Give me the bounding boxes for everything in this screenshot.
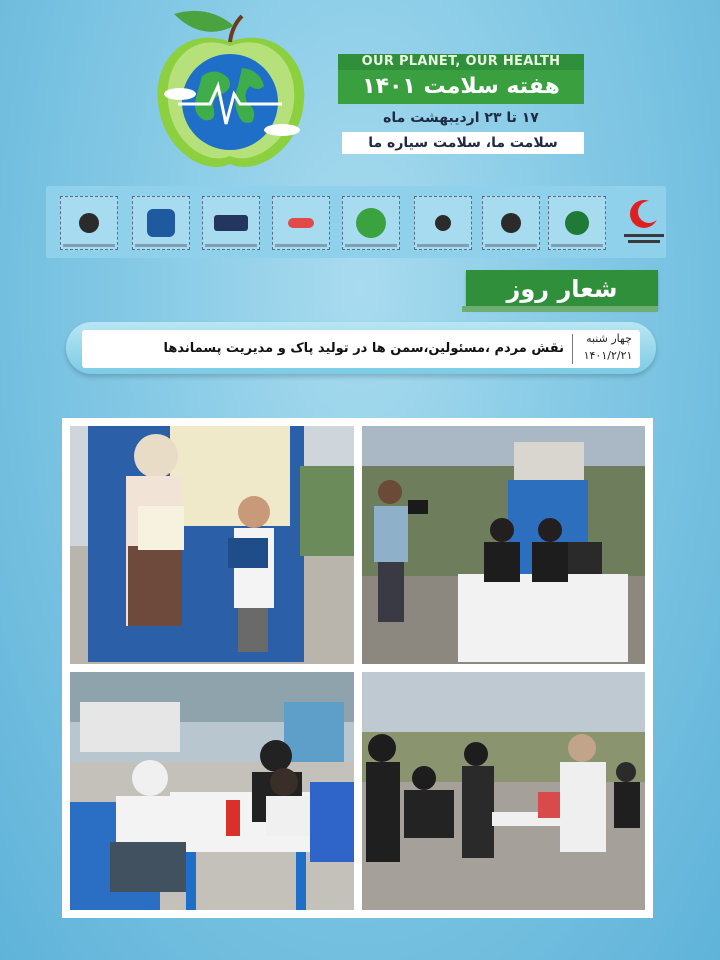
date-separator xyxy=(572,334,573,364)
persian-title: هفته سلامت ۱۴۰۱ xyxy=(338,70,584,104)
tagline: سلامت ما، سلامت سیاره ما xyxy=(342,132,584,154)
iran-emblem-icon xyxy=(60,196,118,250)
health-week-title xyxy=(338,54,584,154)
education-icon xyxy=(202,196,260,250)
health-week-apple-logo xyxy=(150,6,310,176)
slogan-heading: شعار روز xyxy=(466,270,658,308)
iran-emblem-icon xyxy=(482,196,540,250)
sponsor-logo-strip xyxy=(46,186,666,258)
date-range: ۱۷ تا ۲۳ اردیبهشت ماه xyxy=(383,110,539,126)
english-title: OUR PLANET, OUR HEALTH xyxy=(338,54,584,70)
health-week-icon xyxy=(342,196,400,250)
outdoor-health-booth-photo xyxy=(362,672,645,910)
health-deputy-icon xyxy=(272,196,330,250)
slogan-text: نقش مردم ،مسئولین،سمن ها در تولید پاک و مدیریت پسماندها xyxy=(163,341,564,356)
children-drawing-table-photo xyxy=(70,672,354,910)
iran-emblem-icon xyxy=(414,196,472,250)
booth-with-camera-photo xyxy=(362,426,645,664)
red-crescent-icon xyxy=(616,196,672,248)
children-with-drawings-photo xyxy=(70,426,354,664)
slogan-heading-shadow xyxy=(462,306,658,312)
municipality-icon xyxy=(132,196,190,250)
environment-org-icon xyxy=(548,196,606,250)
slogan-day: چهار شنبه xyxy=(586,332,632,345)
slogan-date: ۱۴۰۱/۲/۲۱ xyxy=(583,349,633,362)
